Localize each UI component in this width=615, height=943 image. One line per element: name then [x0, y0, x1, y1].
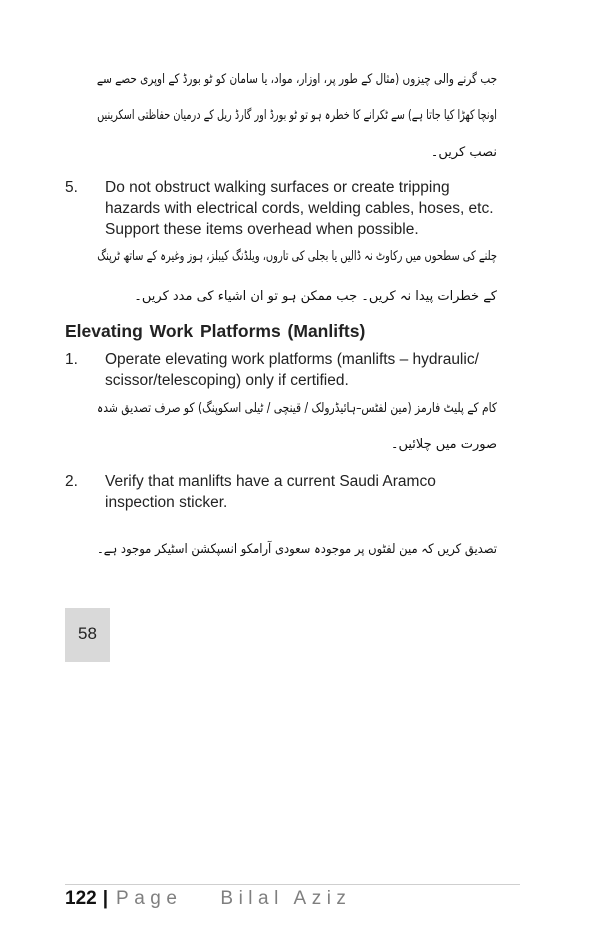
item-5-number: 5. — [65, 179, 78, 196]
item-2-en-line-2: inspection sticker. — [105, 494, 228, 511]
footer-separator: | — [102, 888, 109, 909]
item-5-en-line-2: hazards with electrical cords, welding cables, hoses, etc. — [105, 200, 494, 217]
item-1-en-line-2: scissor/telescoping) only if certified. — [105, 372, 349, 389]
item-5-urdu-line-1: چلنے کی سطحوں میں رکاوٹ نہ ڈالیں یا بجلی کی تاروں، ویلڈنگ کیبلز، ہوز وغیرہ کے ساتھ ٹرپنگ — [97, 249, 497, 264]
item-1-en-line-1: Operate elevating work platforms (manlifts – hydraulic/ — [105, 351, 479, 368]
footer-page-number: 122 — [65, 888, 97, 909]
urdu-intro-line-2: اونچا کھڑا کیا جاتا ہے) سے ٹکرانے کا خطرہ ہو تو ٹو بورڈ اور گارڈ ریل کے درمیان حفاظتی اسکرینیں — [97, 108, 497, 123]
item-1-urdu-line-1: کام کے پلیٹ فارمز (مین لفٹس–ہائیڈرولک / قینچی / ٹیلی اسکوپنگ) کو صرف تصدیق شدہ — [97, 401, 497, 416]
page-number-box — [65, 608, 110, 662]
section-heading: Elevating Work Platforms (Manlifts) — [65, 321, 366, 341]
urdu-intro-line-3: نصب کریں۔ — [430, 145, 497, 160]
footer-page-word: Page — [116, 888, 183, 909]
urdu-intro-line-1: جب گرنے والی چیزوں (مثال کے طور پر، اوزار، مواد، یا سامان کو ٹو بورڈ کے اوپری حصے سے — [96, 72, 497, 87]
item-1-number: 1. — [65, 351, 78, 368]
item-2-number: 2. — [65, 473, 78, 490]
item-1-urdu-line-2: صورت میں چلائیں۔ — [390, 437, 497, 452]
item-2-urdu-line-1: تصدیق کریں کہ مین لفٹوں پر موجودہ سعودی آرامکو انسپکشن اسٹیکر موجود ہے۔ — [96, 542, 497, 557]
item-2-en-line-1: Verify that manlifts have a current Saudi Aramco — [105, 473, 436, 490]
item-5-en-line-1: Do not obstruct walking surfaces or create tripping — [105, 179, 450, 196]
footer-author: Bilal Aziz — [220, 888, 352, 909]
item-5-urdu-line-2: کے خطرات پیدا نہ کریں۔ جب ممکن ہو تو ان اشیاء کی مدد کریں۔ — [134, 289, 497, 304]
item-5-en-line-3: Support these items overhead when possible. — [105, 221, 419, 238]
page-number-box-label: 58 — [78, 624, 97, 643]
footer — [65, 888, 351, 916]
footer-divider — [65, 884, 520, 885]
